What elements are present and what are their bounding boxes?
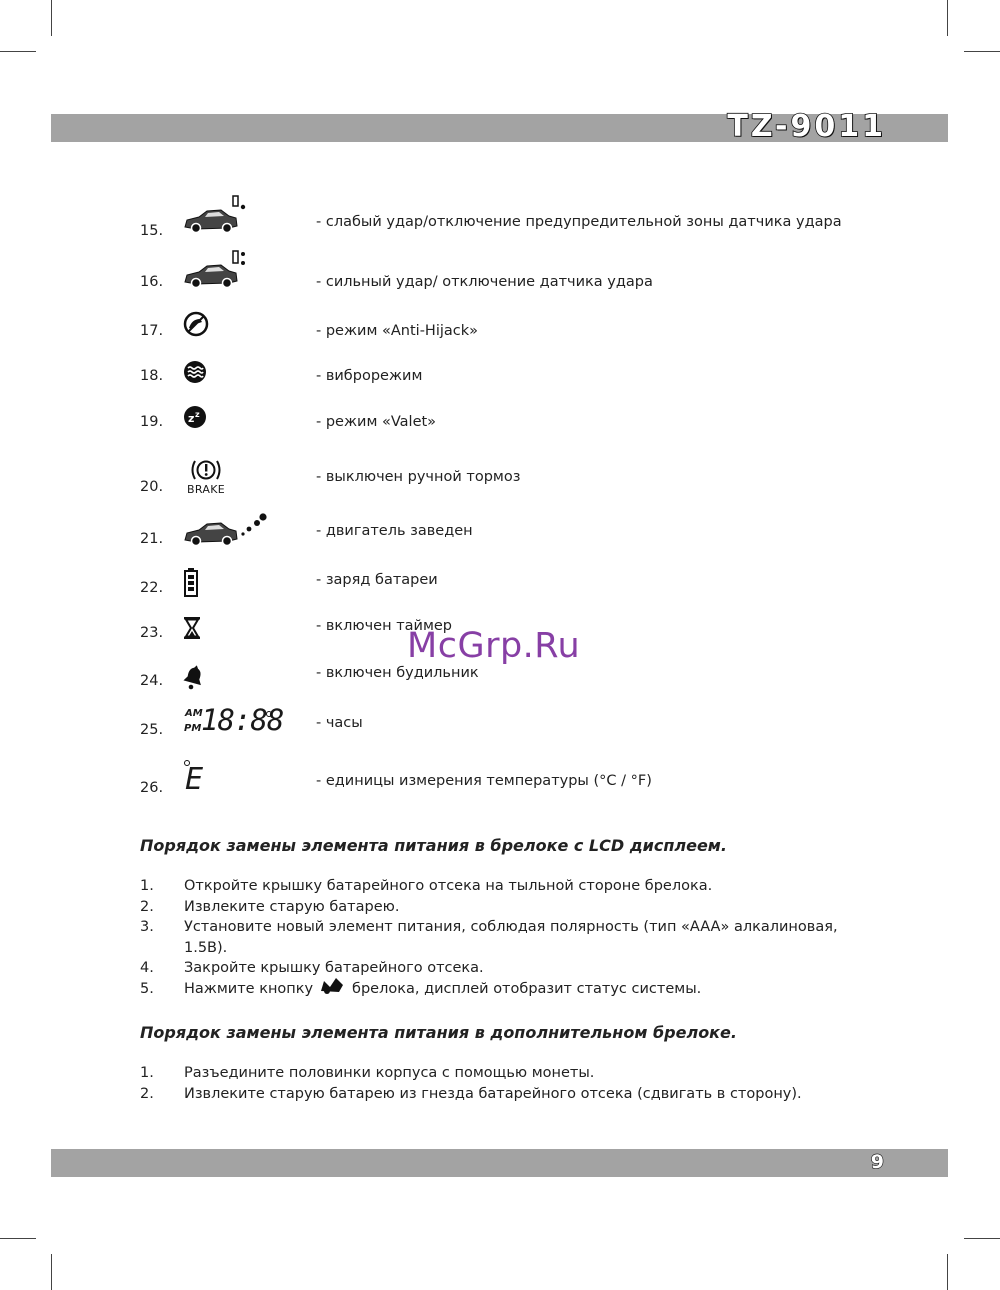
legend-number: 17. — [140, 323, 164, 339]
legend-description: - включен таймер — [316, 618, 453, 634]
crop-mark — [0, 1238, 36, 1239]
list-item: Откройте крышку батарейного отсека на тыльной стороне брелока. — [184, 878, 713, 894]
legend-number: 15. — [140, 223, 164, 239]
legend-number: 19. — [140, 414, 164, 430]
hourglass-icon — [183, 616, 201, 640]
clock-display-icon — [184, 703, 284, 742]
am-label: AM — [185, 708, 203, 719]
list-number: 1. — [140, 878, 154, 894]
list-number: 3. — [140, 919, 154, 935]
page-number: 9 — [870, 1151, 884, 1173]
list-item-continuation: брелока, дисплей отобразит статус системы. — [352, 981, 702, 997]
remote-button-icon — [319, 975, 345, 995]
legend-description: - включен будильник — [316, 665, 479, 681]
legend-number: 16. — [140, 274, 164, 290]
clock-degree-dot — [266, 711, 272, 717]
engine-running-icon — [183, 512, 273, 548]
brake-circle-icon — [190, 458, 222, 482]
svg-text:z: z — [188, 412, 195, 425]
legend-description: - двигатель заведен — [316, 523, 473, 539]
list-number: 1. — [140, 1065, 154, 1081]
legend-description: - режим «Valet» — [316, 414, 437, 430]
crop-mark — [51, 1254, 52, 1290]
svg-text:z: z — [195, 410, 200, 419]
section-title: Порядок замены элемента питания в брелоке с LCD дисплеем. — [140, 836, 727, 855]
legend-number: 26. — [140, 780, 164, 796]
list-item: Нажмите кнопку — [184, 981, 314, 997]
bell-icon — [183, 662, 205, 692]
car-shock-strong-icon — [183, 248, 251, 292]
pm-label: PM — [184, 723, 202, 734]
list-item: Разъедините половинки корпуса с помощью монеты. — [184, 1065, 595, 1081]
legend-description: - единицы измерения температуры (°C / °F) — [316, 773, 652, 789]
crop-mark — [51, 0, 52, 36]
list-item: Установите новый элемент питания, соблюдая полярность (тип «AAA» алкалиновая, — [184, 919, 838, 935]
legend-number: 18. — [140, 368, 164, 384]
list-item: Извлеките старую батарею из гнезда батарейного отсека (сдвигать в сторону). — [184, 1086, 802, 1102]
clock-digits: 18:88 — [201, 703, 284, 737]
car-shock-weak-icon — [183, 193, 251, 237]
legend-number: 23. — [140, 625, 164, 641]
legend-number: 22. — [140, 580, 164, 596]
legend-number: 20. — [140, 479, 164, 495]
temperature-unit-icon — [183, 756, 207, 798]
legend-description: - часы — [316, 715, 363, 731]
legend-description: - слабый удар/отключение предупредительной зоны датчика удара — [316, 214, 842, 230]
legend-description: - режим «Anti-Hijack» — [316, 323, 479, 339]
legend-description: - сильный удар/ отключение датчика удара — [316, 274, 653, 290]
legend-description: - заряд батареи — [316, 572, 438, 588]
list-item: Извлеките старую батарею. — [184, 899, 400, 915]
section-title: Порядок замены элемента питания в дополнительном брелоке. — [140, 1023, 737, 1042]
list-number: 5. — [140, 981, 154, 997]
legend-description: - виброрежим — [316, 368, 423, 384]
list-item-continuation: 1.5В). — [184, 940, 228, 956]
anti-hijack-icon — [183, 310, 211, 338]
temperature-unit-char: E — [185, 762, 204, 797]
legend-number: 21. — [140, 531, 164, 547]
list-number: 2. — [140, 899, 154, 915]
list-number: 4. — [140, 960, 154, 976]
crop-mark — [964, 51, 1000, 52]
legend-number: 25. — [140, 722, 164, 738]
watermark: McGrp.Ru — [407, 626, 581, 666]
valet-icon — [183, 405, 207, 429]
list-number: 2. — [140, 1086, 154, 1102]
header-bar — [51, 109, 948, 144]
model-title: TZ-9011 — [727, 109, 886, 144]
legend-description: - выключен ручной тормоз — [316, 469, 521, 485]
crop-mark — [964, 1238, 1000, 1239]
legend-number: 24. — [140, 673, 164, 689]
vibration-icon — [183, 360, 207, 384]
crop-mark — [0, 51, 36, 52]
list-item: Закройте крышку батарейного отсека. — [184, 960, 484, 976]
battery-icon — [183, 566, 199, 598]
crop-mark — [947, 0, 948, 36]
brake-label: BRAKE — [187, 483, 225, 496]
crop-mark — [947, 1254, 948, 1290]
footer-bar — [51, 1149, 948, 1177]
brake-icon — [183, 458, 229, 496]
